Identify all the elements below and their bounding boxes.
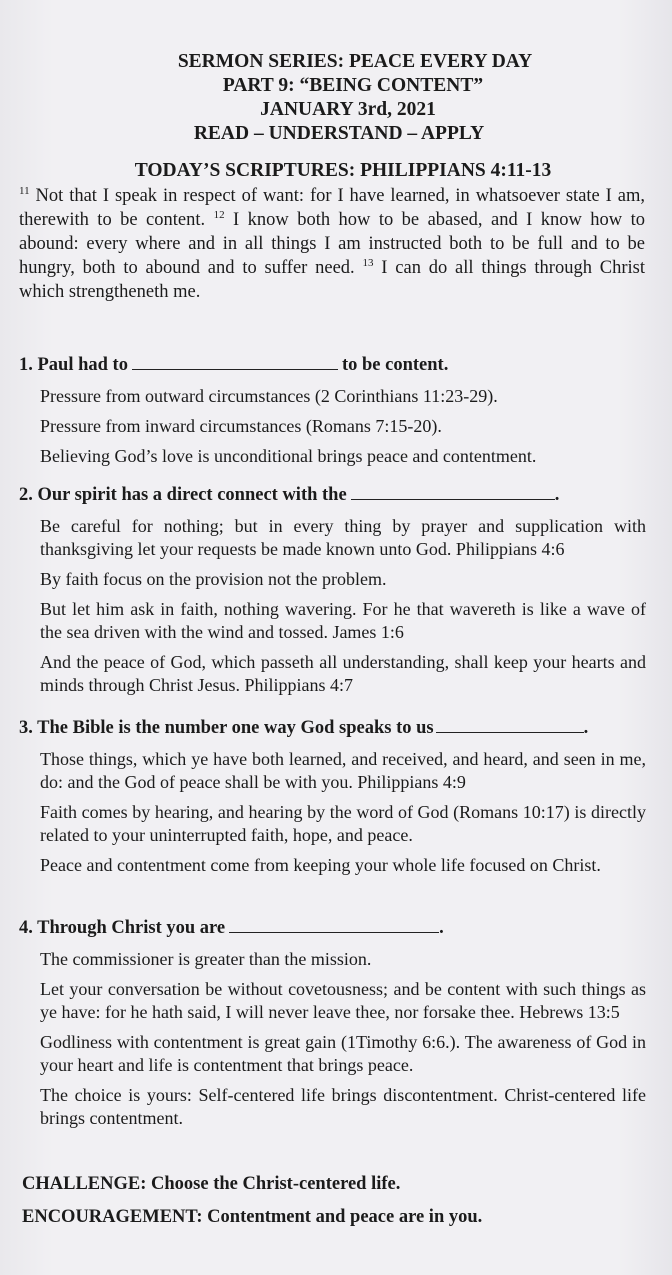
point-paragraph: Peace and contentment come from keeping your whole life focused on Christ.	[40, 855, 601, 875]
point-paragraph: Those things, which ye have both learned, and received, and heard, and seen in me, do: and the God of peace shall be with you. Philippians 4:9	[40, 749, 646, 792]
point-heading	[19, 353, 647, 377]
sermon-motto: READ – UNDERSTAND – APPLY	[193, 123, 485, 144]
challenge-line: CHALLENGE: Choose the Christ-centered life.	[22, 1174, 401, 1194]
point-4	[19, 916, 647, 1130]
point-text: 1. Paul had to	[19, 355, 128, 375]
series-title: SERMON SERIES: PEACE EVERY DAY	[177, 51, 533, 72]
point-heading	[19, 483, 647, 507]
point-paragraph: But let him ask in faith, nothing wavering. For he that wavereth is like a wave of the sea driven with the wind and tossed. James 1:6	[40, 599, 646, 642]
point-text-end: to be content.	[341, 355, 449, 375]
point-text-end: .	[583, 718, 589, 738]
verse-text: Not that I speak in respect of want: for I have learned, in whatsoever state I am, therewith to be content.	[19, 186, 645, 230]
point-paragraph: Be careful for nothing; but in every thing by prayer and supplication with thanksgiving let your requests be made known unto God. Philippians 4:6	[40, 516, 646, 559]
encouragement-line: ENCOURAGEMENT: Contentment and peace are in you.	[22, 1207, 483, 1227]
point-paragraph: And the peace of God, which passeth all understanding, shall keep your hearts and minds through Christ Jesus. Philippians 4:7	[40, 652, 646, 695]
sermon-header	[0, 50, 672, 146]
point-paragraph: By faith focus on the provision not the problem.	[40, 569, 387, 589]
verse-number: 13	[362, 257, 374, 269]
point-2	[19, 483, 647, 697]
point-paragraph: Pressure from outward circumstances (2 Corinthians 11:23-29).	[40, 386, 498, 406]
fill-in-blank[interactable]	[229, 916, 439, 933]
sermon-date: JANUARY 3rd, 2021	[260, 99, 436, 120]
point-text: 3. The Bible is the number one way God speaks to us	[19, 718, 434, 738]
point-paragraph: Pressure from inward circumstances (Romans 7:15-20).	[40, 416, 442, 436]
point-paragraph: Faith comes by hearing, and hearing by the word of God (Romans 10:17) is directly related to your uninterrupted faith, hope, and peace.	[40, 802, 646, 845]
point-paragraph: The commissioner is greater than the mission.	[40, 949, 372, 969]
part-title: PART 9: “BEING CONTENT”	[222, 75, 484, 96]
verse-number: 11	[19, 185, 30, 197]
point-text: 2. Our spirit has a direct connect with the	[19, 485, 347, 505]
scripture-heading: TODAY’S SCRIPTURES: PHILIPPIANS 4:11-13	[134, 160, 552, 181]
verse-text: I can do all things through Christ which strengtheneth me.	[19, 258, 645, 302]
point-paragraph: Believing God’s love is unconditional brings peace and contentment.	[40, 446, 537, 466]
point-3	[19, 716, 647, 877]
point-text-end: .	[439, 918, 444, 938]
point-heading	[19, 716, 647, 740]
fill-in-blank[interactable]	[351, 483, 555, 500]
point-paragraph: Godliness with contentment is great gain (1Timothy 6:6.). The awareness of God in your heart and life is contentment that brings peace.	[40, 1032, 646, 1075]
point-text: 4. Through Christ you are	[19, 918, 226, 938]
verse-text: I know both how to be abased, and I know how to abound: every where and in all things I am instructed both to be full and to be hungry, both to abound and to suffer need.	[19, 210, 645, 278]
point-paragraph: Let your conversation be without covetousness; and be content with such things as ye have: for he hath said, I will never leave thee, nor forsake thee. Hebrews 13:5	[40, 979, 646, 1022]
point-heading	[19, 916, 647, 940]
point-1	[19, 353, 647, 468]
scripture-text	[19, 184, 645, 304]
point-paragraph: The choice is yours: Self-centered life brings discontentment. Christ-centered life brings contentment.	[40, 1085, 646, 1128]
fill-in-blank[interactable]	[436, 716, 584, 733]
point-text-end: .	[554, 485, 560, 505]
fill-in-blank[interactable]	[132, 353, 338, 370]
verse-number: 12	[213, 209, 225, 221]
